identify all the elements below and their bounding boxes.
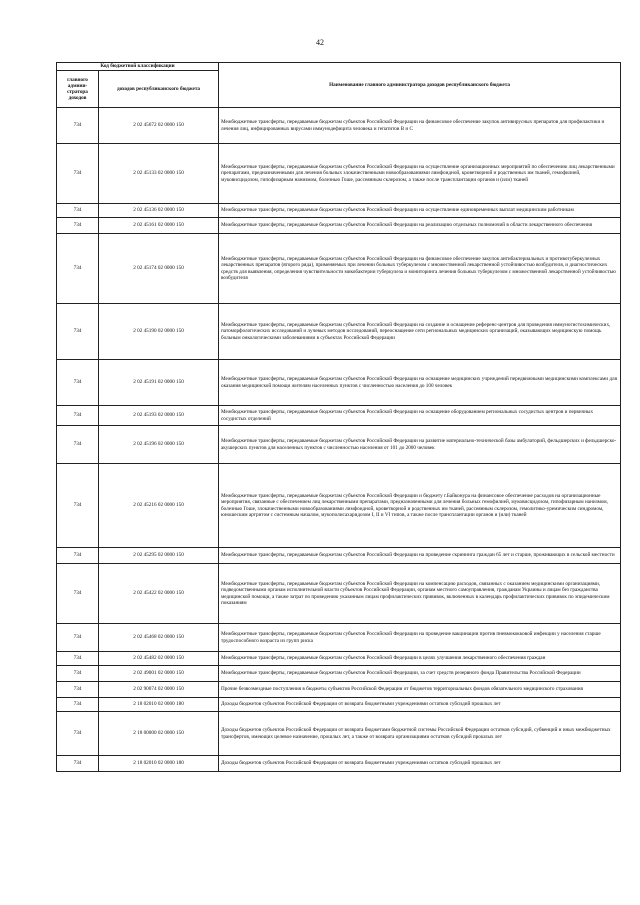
revenue-name-cell: Межбюджетные трансферты, передаваемые бюджетам субъектов Российской Федерации на развитие материально-технической базы амбулаторий, фельдшерских и фельдшерско-акушерских пунктов для населенных пунктов с численностью населения от 101 до 2000 человек — [219, 426, 621, 464]
revenue-code-cell: 2 02 45468 02 0000 150 — [99, 624, 219, 652]
table-row — [57, 652, 621, 666]
admin-code-cell: 734 — [57, 234, 99, 304]
budget-classification-table — [56, 62, 621, 772]
revenue-code-cell: 2 02 45133 02 0000 150 — [99, 144, 219, 204]
table-row — [57, 624, 621, 652]
revenue-code-cell: 2 18 02010 02 0000 180 — [99, 756, 219, 772]
admin-code-cell: 734 — [57, 108, 99, 144]
revenue-code-cell: 2 02 45482 02 0000 150 — [99, 652, 219, 666]
revenue-name-cell: Межбюджетные трансферты, передаваемые бюджетам субъектов Российской Федерации на осуществление организационных мероприятий по обеспечению лиц лекарственными препаратами, предназначенными для лечения больных злокачественными новообразованиями лимфоидной, кроветворной и родственных им тканей, гемофилией, муковисцидозом, гипофизарным нанизмом, болезнью Гоше, рассеянным склерозом, а также после трансплантации органов и (или) тканей — [219, 144, 621, 204]
revenue-name-cell: Межбюджетные трансферты, передаваемые бюджетам субъектов Российской Федерации на проведение вакцинации против пневмококковой инфекции у населения старше трудоспособного возраста из групп риска — [219, 624, 621, 652]
revenue-name-cell: Межбюджетные трансферты, передаваемые бюджетам субъектов Российской Федерации на осуществление единовременных выплат медицинским работникам — [219, 204, 621, 218]
table-row — [57, 548, 621, 564]
admin-code-cell: 734 — [57, 712, 99, 756]
header-revenue-code: доходов республиканского бюджета — [99, 71, 219, 108]
admin-code-cell: 734 — [57, 304, 99, 360]
header-admin-code: главного админи-стратора доходов — [57, 71, 99, 108]
table-row — [57, 360, 621, 406]
table-row — [57, 304, 621, 360]
revenue-code-cell: 2 02 45672 02 0000 150 — [99, 108, 219, 144]
revenue-name-cell: Межбюджетные трансферты, передаваемые бюджетам субъектов Российской Федерации в целях улучшения лекарственного обеспечения граждан — [219, 652, 621, 666]
table-row — [57, 698, 621, 712]
revenue-name-cell: Межбюджетные трансферты, передаваемые бюджетам субъектов Российской Федерации на проведение скрининга граждан 65 лет и старше, проживающих в сельской местности — [219, 548, 621, 564]
admin-code-cell: 734 — [57, 360, 99, 406]
revenue-code-cell: 2 02 45191 02 0000 150 — [99, 360, 219, 406]
revenue-code-cell: 2 02 45174 02 0000 150 — [99, 234, 219, 304]
revenue-name-cell: Межбюджетные трансферты, передаваемые бюджетам субъектов Российской Федерации на реализацию отдельных полномочий в области лекарственного обеспечения — [219, 218, 621, 234]
admin-code-cell: 734 — [57, 218, 99, 234]
revenue-name-cell: Межбюджетные трансферты, передаваемые бюджетам субъектов Российской Федерации и бюджету г.Байконура на финансовое обеспечение расходов на организационные мероприятия, связанные с обеспечением лиц лекарственными препаратами, предназначенными для лечения больных гемофилией, муковисцидозом, гипофизарным нанизмом, болезнью Гоше, злокачественными новообразованиями лимфоидной, кроветворной и родственных им тканей, рассеянным склерозом, гемолитико-уремическим синдромом, юношеским артритом с системным началом, мукополисахаридозом I, II и VI типов, а также после трансплантации органов и (или) тканей — [219, 464, 621, 548]
revenue-name-cell: Доходы бюджетов субъектов Российской Федерации от возврата бюджетами бюджетной системы Российской Федерации остатков субсидий, субвенций и иных межбюджетных трансфертов, имеющих целевое назначение, прошлых лет, а также от возврата организациями остатков субсидий прошлых лет — [219, 712, 621, 756]
table-row — [57, 464, 621, 548]
revenue-name-cell: Межбюджетные трансферты, передаваемые бюджетам субъектов Российской Федерации на компенсацию расходов, связанных с оказанием медицинскими организациями, подведомственными органам исполнительной власти субъектов Российской Федерации, органам местного самоуправления, гражданам Украины и лицам без гражданства медицинской помощи, а также затрат по проведению указанным лицам профилактических прививок, включенных в календарь профилактических прививок по эпидемическим показаниям — [219, 564, 621, 624]
revenue-code-cell: 2 02 45136 02 0000 150 — [99, 204, 219, 218]
revenue-code-cell: 2 02 49001 02 0000 150 — [99, 666, 219, 682]
admin-code-cell: 734 — [57, 144, 99, 204]
table-row — [57, 682, 621, 698]
table-row — [57, 108, 621, 144]
revenue-code-cell: 2 18 02010 02 0000 180 — [99, 698, 219, 712]
revenue-name-cell: Доходы бюджетов субъектов Российской Федерации от возврата бюджетными учреждениями остатков субсидий прошлых лет — [219, 698, 621, 712]
admin-code-cell: 734 — [57, 204, 99, 218]
revenue-code-cell: 2 02 45161 02 0000 150 — [99, 218, 219, 234]
table-row — [57, 712, 621, 756]
table-row — [57, 234, 621, 304]
table-row — [57, 406, 621, 426]
admin-code-cell: 734 — [57, 406, 99, 426]
revenue-code-cell: 2 02 45295 02 0000 150 — [99, 548, 219, 564]
table-row — [57, 756, 621, 772]
revenue-code-cell: 2 02 45422 02 0000 150 — [99, 564, 219, 624]
header-name: Наименование главного администратора доходов республиканского бюджета — [219, 63, 621, 108]
table-row — [57, 564, 621, 624]
revenue-code-cell: 2 02 90074 02 0000 150 — [99, 682, 219, 698]
revenue-code-cell: 2 02 45190 02 0000 150 — [99, 304, 219, 360]
admin-code-cell: 734 — [57, 666, 99, 682]
admin-code-cell: 734 — [57, 426, 99, 464]
revenue-name-cell: Межбюджетные трансферты, передаваемые бюджетам субъектов Российской Федерации на оснащение оборудованием региональных сосудистых центров и первичных сосудистых отделений — [219, 406, 621, 426]
revenue-name-cell: Межбюджетные трансферты, передаваемые бюджетам субъектов Российской Федерации на оснащение медицинских учреждений передвижными медицинскими комплексами для оказания медицинской помощи жителям населенных пунктов с численностью населения до 100 человек — [219, 360, 621, 406]
admin-code-cell: 734 — [57, 652, 99, 666]
revenue-code-cell: 2 18 00000 02 0000 150 — [99, 712, 219, 756]
admin-code-cell: 734 — [57, 464, 99, 548]
revenue-name-cell: Прочие безвозмездные поступления в бюджеты субъектов Российской Федерации от бюджетов территориальных фондов обязательного медицинского страхования — [219, 682, 621, 698]
admin-code-cell: 734 — [57, 698, 99, 712]
revenue-name-cell: Межбюджетные трансферты, передаваемые бюджетам субъектов Российской Федерации на финансовое обеспечение закупок антибактериальных и противотуберкулезных лекарственных препаратов (второго ряда), применяемых при лечении больных туберкулезом с множественной лекарственной устойчивостью возбудителя, и диагностических средств для выявления, определения чувствительности микобактерии туберкулеза и мониторинга лечения больных туберкулезом с множественной лекарственной устойчивостью возбудителя — [219, 234, 621, 304]
revenue-name-cell: Доходы бюджетов субъектов Российской Федерации от возврата бюджетными учреждениями остатков субсидий прошлых лет — [219, 756, 621, 772]
table-row — [57, 218, 621, 234]
header-group: Код бюджетной классификации — [57, 63, 219, 71]
admin-code-cell: 734 — [57, 548, 99, 564]
revenue-code-cell: 2 02 45193 02 0000 150 — [99, 406, 219, 426]
table-row — [57, 204, 621, 218]
revenue-name-cell: Межбюджетные трансферты, передаваемые бюджетам субъектов Российской Федерации, за счет средств резервного фонда Правительства Российской Федерации — [219, 666, 621, 682]
table-row — [57, 426, 621, 464]
page-number: 42 — [316, 38, 324, 47]
table-row — [57, 666, 621, 682]
revenue-code-cell: 2 02 45196 02 0000 150 — [99, 426, 219, 464]
revenue-code-cell: 2 02 45216 02 0000 150 — [99, 464, 219, 548]
table-row — [57, 144, 621, 204]
admin-code-cell: 734 — [57, 564, 99, 624]
admin-code-cell: 734 — [57, 756, 99, 772]
revenue-name-cell: Межбюджетные трансферты, передаваемые бюджетам субъектов Российской Федерации на финансовое обеспечение закупок антивирусных препаратов для профилактики и лечения лиц, инфицированных вирусами иммунодефицита человека и гепатитов В и С — [219, 108, 621, 144]
revenue-name-cell: Межбюджетные трансферты, передаваемые бюджетам субъектов Российской Федерации на создание и оснащение референс-центров для проведения иммуногистохимических, патоморфологических исследований и лучевых методов исследований, переоснащение сети региональных медицинских организаций, оказывающих медицинскую помощь больным онкологическими заболеваниями в субъектах Российской Федерации — [219, 304, 621, 360]
admin-code-cell: 734 — [57, 682, 99, 698]
admin-code-cell: 734 — [57, 624, 99, 652]
